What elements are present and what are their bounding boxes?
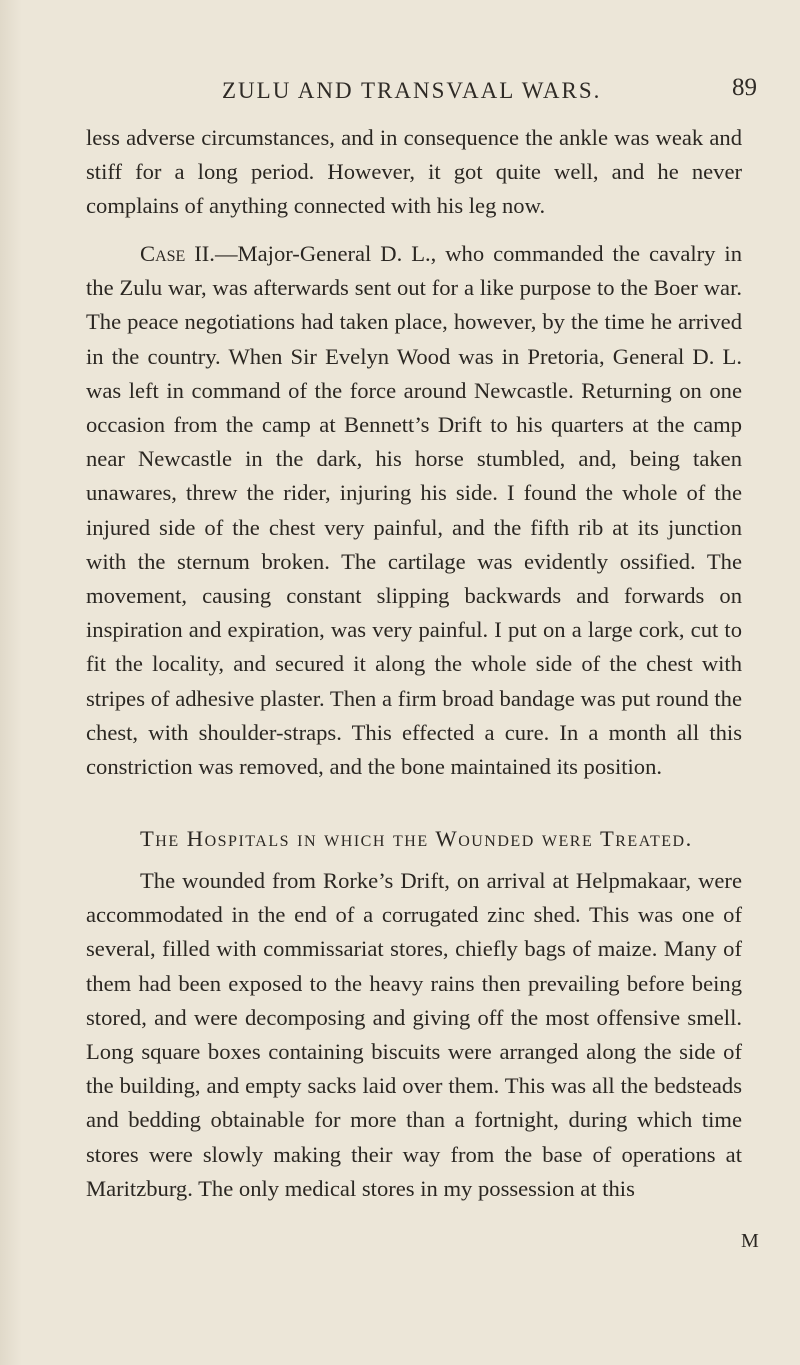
case-heading: Case II. [140,241,215,266]
section-heading: The Hospitals in which the Wounded were Treated. [140,826,693,851]
paragraph-continuation: less adverse circumstances, and in consequence the ankle was weak and stiff for a long period. However, it got quite well, and he never complains of anything connected with his leg now. [86,125,742,219]
signature-mark: M [741,1230,759,1252]
case-two-text: —Major-General D. L., who commanded the cavalry in the Zulu war, was afterwards sent out for a like purpose to the Boer war. The peace negotiations had taken place, however, by the time he arrived in the country. When Sir Evelyn Wood was in Pretoria, General D. L. was left in command of the force around Newcastle. Returning on one occasion from the camp at Bennett’s Drift to his quarters at the camp near Newcastle in the dark, his horse stumbled, and, being taken unawares, threw the rider, injuring his side. I found the whole of the injured side of the chest very painful, and the fifth rib at its junction with the sternum broken. The cartilage was evidently ossified. The movement, causing constant slipping backwards and forwards on inspiration and expiration, was very painful. I put on a large cork, cut to fit the locality, and secured it along the whole side of the chest with stripes of adhesive plaster. Then a firm broad bandage was put round the chest, with shoulder-straps. This effected a cure. In a month all this constriction was removed, and the bone maintained its position. [86,241,742,780]
page-number: 89 [732,74,757,101]
paragraph-hospitals: The wounded from Rorke’s Drift, on arrival at Helpmakaar, were accommodated in the end of a corrugated zinc shed. This was one of several, filled with commissariat stores, chiefly bags of maize. Many of them had been exposed to the heavy rains then prevailing before being stored, and were decomposing and giving off the most offensive smell. Long square boxes containing biscuits were arranged along the side of the building, and empty sacks laid over them. This was all the bedsteads and bedding obtainable for more than a fortnight, during which time stores were slowly making their way from the base of operations at Maritzburg. The only medical stores in my possession at this [86,868,742,1201]
paragraph-case-two [86,237,742,784]
running-title: ZULU AND TRANSVAAL WARS. [222,78,602,103]
